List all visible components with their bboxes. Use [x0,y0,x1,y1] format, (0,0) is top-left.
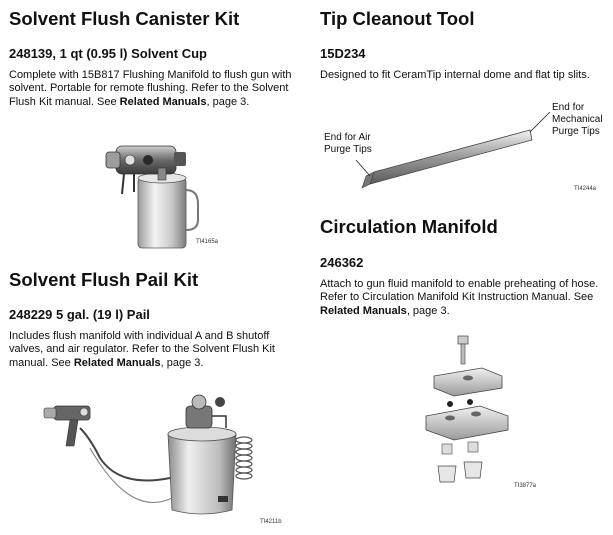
solvent-cup-illustration [100,138,230,250]
pail-figure [40,388,280,528]
canister-part-number: 248139, 1 qt (0.95 l) Solvent Cup [9,46,207,61]
tip-title: Tip Cleanout Tool [320,8,475,29]
canister-description: Complete with 15B817 Flushing Manifold to flush gun with solvent. Portable for remote flushing. Refer to the Solvent Flush Kit manual. See Related Manuals, page 3. [9,69,292,108]
canister-section [9,8,299,109]
canister-figure [100,138,230,250]
manifold-part-number: 246362 [320,255,364,270]
canister-figure-id: TI4165a [196,239,219,245]
tip-section [320,8,610,82]
tip-description: Designed to fit CeramTip internal dome and flat tip slits. [320,69,590,81]
manifold-section [320,216,610,318]
manifold-figure-id: TI3877a [514,483,537,489]
related-manuals-link[interactable]: Related Manuals [320,304,407,317]
tip-figure [318,98,610,198]
callout-air-purge: End for Air Purge Tips [324,132,372,155]
manifold-title: Circulation Manifold [320,216,498,237]
solvent-pail-illustration [40,388,280,528]
canister-title: Solvent Flush Canister Kit [9,8,240,29]
pail-description: Includes flush manifold with individual A and B shutoff valves, and air regulator. Refer to the Solvent Flush Kit manual. See Related Manuals, page 3. [9,330,275,369]
pail-part-number: 248229 5 gal. (19 l) Pail [9,307,150,322]
pail-section [9,269,299,370]
callout-mechanical-purge: End for Mechanical Purge Tips [552,102,603,137]
pail-figure-id: TI4211b [260,519,282,525]
pail-title: Solvent Flush Pail Kit [9,269,199,290]
circulation-manifold-illustration [420,332,560,498]
tip-part-number: 15D234 [320,46,366,61]
related-manuals-link[interactable]: Related Manuals [119,95,207,108]
manifold-figure [420,332,560,498]
manifold-description: Attach to gun fluid manifold to enable preheating of hose. Refer to Circulation Manifold Kit Instruction Manual. See Related Manuals, page 3. [320,278,599,317]
tip-figure-id: TI4244a [574,186,597,192]
related-manuals-link[interactable]: Related Manuals [73,356,161,369]
